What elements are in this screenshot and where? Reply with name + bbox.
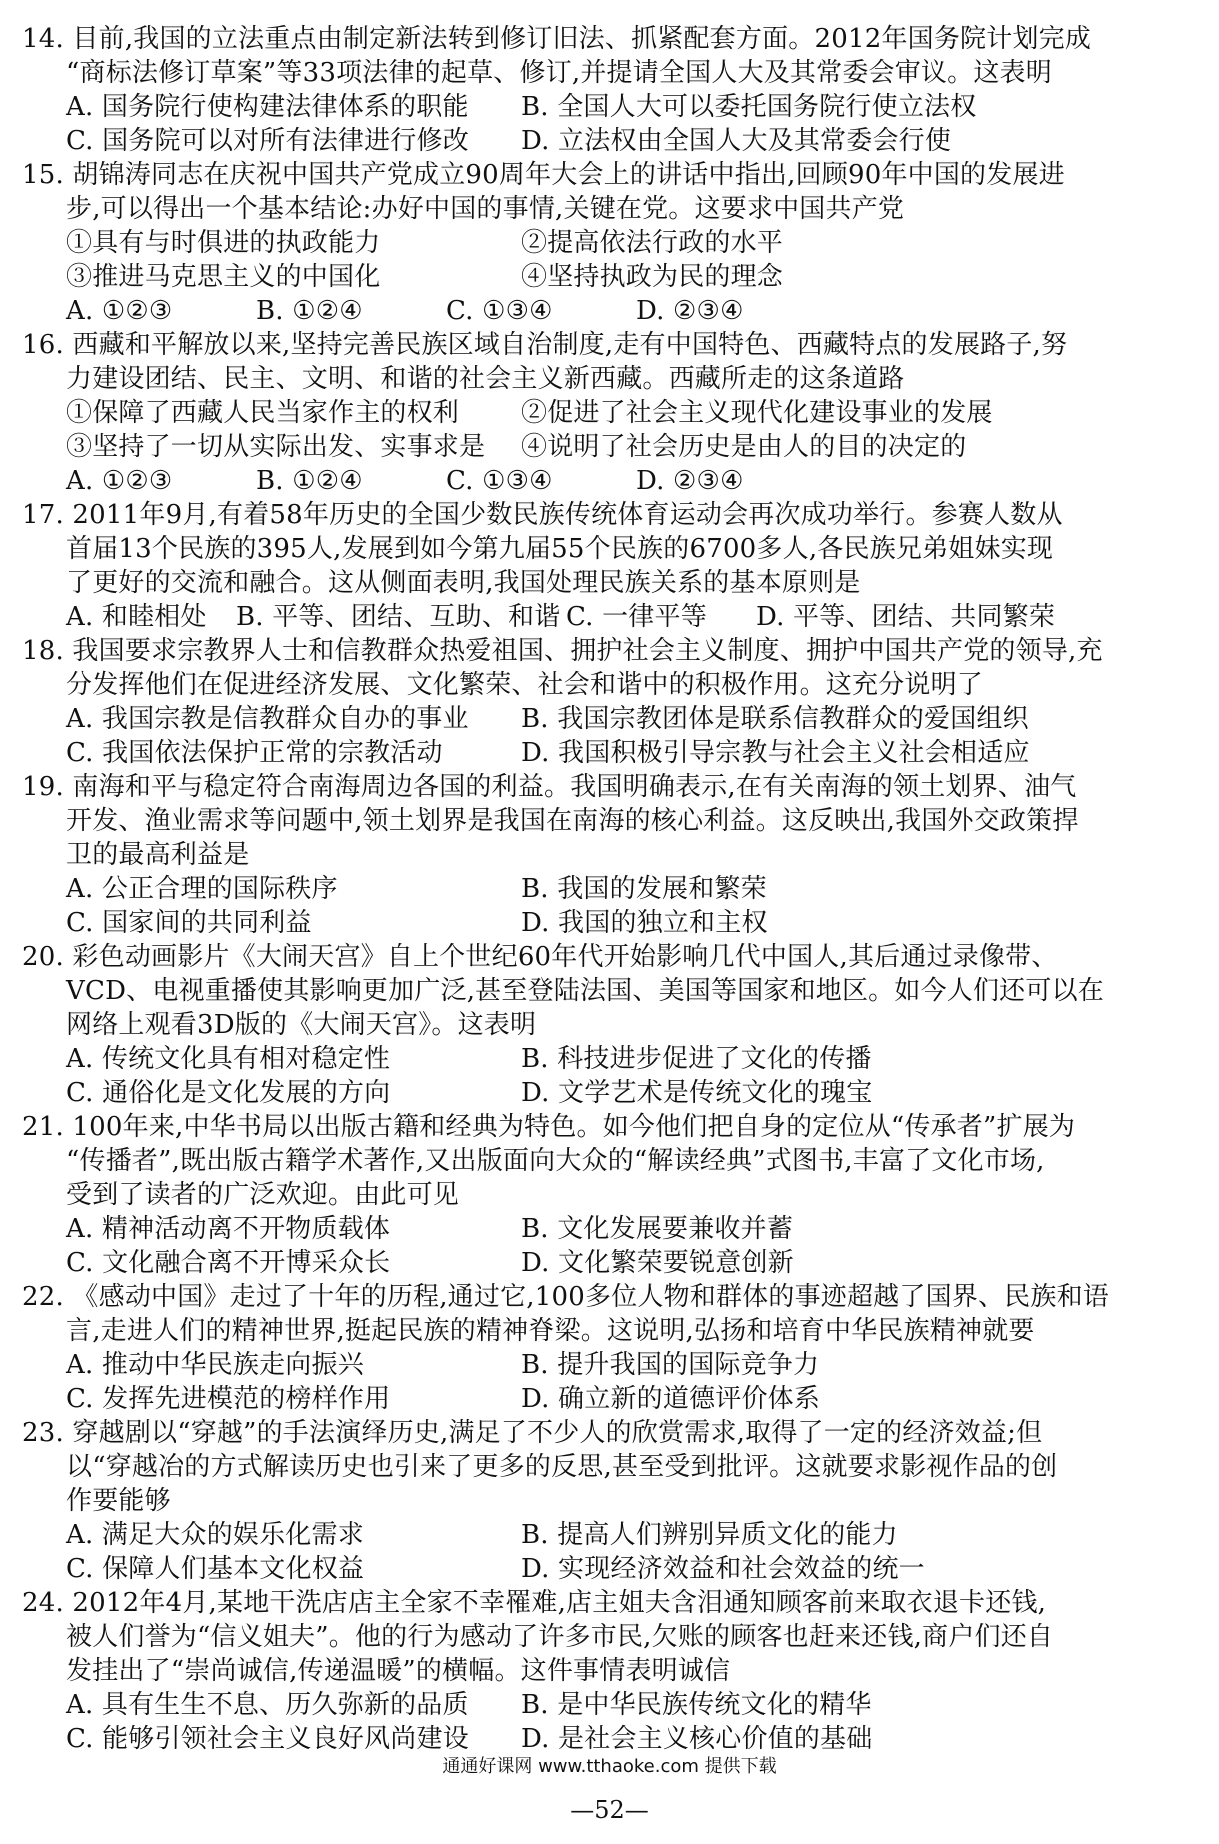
answer-option: ④说明了社会历史是由人的目的决定的 (521, 432, 967, 462)
option-row (22, 1348, 1192, 1382)
answer-option: B. 全国人大可以委托国务院行使立法权 (521, 92, 977, 122)
question-stem-line: 言,走进人们的精神世界,挺起民族的精神脊梁。这说明,弘扬和培育中华民族精神就要 (66, 1316, 1035, 1346)
question-22 (22, 1280, 1192, 1416)
page-number: —52— (570, 1796, 649, 1824)
option-row (22, 1382, 1192, 1416)
option-row (22, 1246, 1192, 1280)
answer-option: A. 传统文化具有相对稳定性 (66, 1044, 391, 1074)
answer-option: A. ①②③ (66, 296, 173, 326)
answer-option: A. 具有生生不息、历久弥新的品质 (66, 1690, 469, 1720)
question-stem-line: 分发挥他们在促进经济发展、文化繁荣、社会和谐中的积极作用。这充分说明了 (66, 670, 984, 700)
answer-option: C. 国家间的共同利益 (66, 908, 312, 938)
option-row (22, 1212, 1192, 1246)
question-18 (22, 634, 1192, 770)
option-row (22, 90, 1192, 124)
answer-option: B. 平等、团结、互助、和谐 (236, 602, 561, 632)
question-stem-line: 21. 100年来,中华书局以出版古籍和经典为特色。如今他们把自身的定位从“传承者”扩展为 (22, 1112, 1076, 1142)
answer-option: D. 平等、团结、共同繁荣 (756, 602, 1056, 632)
answer-option: C. 我国依法保护正常的宗教活动 (66, 738, 443, 768)
answer-option: A. 和睦相处 (66, 602, 207, 632)
option-row (22, 600, 1192, 634)
question-16 (22, 328, 1192, 498)
answer-option: ②提高依法行政的水平 (521, 228, 784, 258)
option-row (22, 906, 1192, 940)
option-row (22, 1552, 1192, 1586)
footer-source-text: 通通好课网 www.tthaoke.com 提供下载 (442, 1756, 777, 1777)
question-stem-line: 网络上观看3D版的《大闹天宫》。这表明 (66, 1010, 537, 1040)
answer-option: ①保障了西藏人民当家作主的权利 (66, 398, 460, 428)
answer-option: C. 一律平等 (566, 602, 707, 632)
option-row (22, 430, 1192, 464)
question-stem-line: 19. 南海和平与稳定符合南海周边各国的利益。我国明确表示,在有关南海的领土划界、油气 (22, 772, 1077, 802)
answer-option: C. 发挥先进模范的榜样作用 (66, 1384, 391, 1414)
question-stem-line: VCD、电视重播使其影响更加广泛,甚至登陆法国、美国等国家和地区。如今人们还可以在 (66, 976, 1104, 1006)
answer-option: A. 国务院行使构建法律体系的职能 (66, 92, 469, 122)
option-row (22, 872, 1192, 906)
answer-option: D. ②③④ (636, 466, 744, 496)
question-stem-line: “传播者”,既出版古籍学术著作,又出版面向大众的“解读经典”式图书,丰富了文化市场, (66, 1146, 1045, 1176)
question-stem-line: 力建设团结、民主、文明、和谐的社会主义新西藏。西藏所走的这条道路 (66, 364, 905, 394)
question-stem-line: 作要能够 (66, 1486, 171, 1516)
answer-option: C. ①③④ (446, 466, 553, 496)
answer-option: D. 确立新的道德评价体系 (521, 1384, 821, 1414)
option-row (22, 124, 1192, 158)
answer-option: C. 保障人们基本文化权益 (66, 1554, 365, 1584)
answer-option: D. 是社会主义核心价值的基础 (521, 1724, 873, 1754)
question-stem-line: 步,可以得出一个基本结论:办好中国的事情,关键在党。这要求中国共产党 (66, 194, 905, 224)
option-row (22, 1042, 1192, 1076)
answer-option: B. 文化发展要兼收并蓄 (521, 1214, 794, 1244)
answer-option: ③坚持了一切从实际出发、实事求是 (66, 432, 486, 462)
answer-option: D. 文化繁荣要锐意创新 (521, 1248, 794, 1278)
question-stem-line: 17. 2011年9月,有着58年历史的全国少数民族传统体育运动会再次成功举行。参赛人数从 (22, 500, 1063, 530)
answer-option: ③推进马克思主义的中国化 (66, 262, 381, 292)
answer-option: ②促进了社会主义现代化建设事业的发展 (521, 398, 993, 428)
answer-option: C. 通俗化是文化发展的方向 (66, 1078, 391, 1108)
question-stem-line: 了更好的交流和融合。这从侧面表明,我国处理民族关系的基本原则是 (66, 568, 861, 598)
option-row (22, 464, 1192, 498)
question-24 (22, 1586, 1192, 1756)
answer-option: D. ②③④ (636, 296, 744, 326)
option-row (22, 1076, 1192, 1110)
question-stem-line: 20. 彩色动画影片《大闹天宫》自上个世纪60年代开始影响几代中国人,其后通过录像带、 (22, 942, 1058, 972)
question-stem-line: 18. 我国要求宗教界人士和信教群众热爱祖国、拥护社会主义制度、拥护中国共产党的领导,充 (22, 636, 1103, 666)
question-19 (22, 770, 1192, 940)
answer-option: C. ①③④ (446, 296, 553, 326)
answer-option: C. 文化融合离不开博采众长 (66, 1248, 391, 1278)
answer-option: ④坚持执政为民的理念 (521, 262, 784, 292)
question-stem-line: 开发、渔业需求等问题中,领土划界是我国在南海的核心利益。这反映出,我国外交政策捍 (66, 806, 1079, 836)
question-stem-line: 15. 胡锦涛同志在庆祝中国共产党成立90周年大会上的讲话中指出,回顾90年中国的发展进 (22, 160, 1065, 190)
option-row (22, 260, 1192, 294)
answer-option: A. ①②③ (66, 466, 173, 496)
question-stem-line: 被人们誉为“信义姐夫”。他的行为感动了许多市民,欠账的顾客也赶来还钱,商户们还自 (66, 1622, 1054, 1652)
question-23 (22, 1416, 1192, 1586)
answer-option: B. 我国宗教团体是联系信教群众的爱国组织 (521, 704, 1029, 734)
answer-option: D. 文学艺术是传统文化的瑰宝 (521, 1078, 873, 1108)
answer-option: B. ①②④ (256, 466, 363, 496)
question-20 (22, 940, 1192, 1110)
option-row (22, 226, 1192, 260)
answer-option: B. 是中华民族传统文化的精华 (521, 1690, 872, 1720)
question-17 (22, 498, 1192, 634)
answer-option: B. 提高人们辨别异质文化的能力 (521, 1520, 898, 1550)
option-row (22, 736, 1192, 770)
answer-option: B. 提升我国的国际竞争力 (521, 1350, 820, 1380)
question-list (22, 22, 1192, 1756)
answer-option: B. 我国的发展和繁荣 (521, 874, 767, 904)
question-stem-line: 以“穿越冶的方式解读历史也引来了更多的反思,甚至受到批评。这就要求影视作品的创 (66, 1452, 1058, 1482)
answer-option: C. 能够引领社会主义良好风尚建设 (66, 1724, 469, 1754)
question-stem-line: 14. 目前,我国的立法重点由制定新法转到修订旧法、抓紧配套方面。2012年国务院计划完成 (22, 24, 1092, 54)
option-row (22, 1518, 1192, 1552)
answer-option: A. 我国宗教是信教群众自办的事业 (66, 704, 469, 734)
option-row (22, 702, 1192, 736)
answer-option: C. 国务院可以对所有法律进行修改 (66, 126, 469, 156)
option-row (22, 396, 1192, 430)
answer-option: D. 我国积极引导宗教与社会主义社会相适应 (521, 738, 1030, 768)
question-stem-line: 受到了读者的广泛欢迎。由此可见 (66, 1180, 460, 1210)
answer-option: D. 我国的独立和主权 (521, 908, 768, 938)
option-row (22, 1722, 1192, 1756)
answer-option: A. 公正合理的国际秩序 (66, 874, 338, 904)
answer-option: A. 精神活动离不开物质载体 (66, 1214, 391, 1244)
option-row (22, 1688, 1192, 1722)
question-stem-line: 24. 2012年4月,某地干洗店店主全家不幸罹难,店主姐夫含泪通知顾客前来取衣退卡还钱, (22, 1588, 1047, 1618)
answer-option: A. 满足大众的娱乐化需求 (66, 1520, 364, 1550)
answer-option: D. 实现经济效益和社会效益的统一 (521, 1554, 925, 1584)
question-21 (22, 1110, 1192, 1280)
answer-option: B. ①②④ (256, 296, 363, 326)
question-stem-line: 首届13个民族的395人,发展到如今第九届55个民族的6700多人,各民族兄弟姐妹实现 (66, 534, 1054, 564)
question-stem-line: “商标法修订草案”等33项法律的起草、修订,并提请全国人大及其常委会审议。这表明 (66, 58, 1052, 88)
question-stem-line: 发挂出了“崇尚诚信,传递温暖”的横幅。这件事情表明诚信 (66, 1656, 731, 1686)
question-14 (22, 22, 1192, 158)
question-stem-line: 卫的最高利益是 (66, 840, 250, 870)
answer-option: B. 科技进步促进了文化的传播 (521, 1044, 872, 1074)
question-stem-line: 16. 西藏和平解放以来,坚持完善民族区域自治制度,走有中国特色、西藏特点的发展路子,努 (22, 330, 1068, 360)
answer-option: ①具有与时俱进的执政能力 (66, 228, 381, 258)
answer-option: A. 推动中华民族走向振兴 (66, 1350, 364, 1380)
question-15 (22, 158, 1192, 328)
question-stem-line: 23. 穿越剧以“穿越”的手法演绎历史,满足了不少人的欣赏需求,取得了一定的经济效益;但 (22, 1418, 1043, 1448)
question-stem-line: 22. 《感动中国》走过了十年的历程,通过它,100多位人物和群体的事迹超越了国界、民族和语 (22, 1282, 1109, 1312)
answer-option: D. 立法权由全国人大及其常委会行使 (521, 126, 952, 156)
option-row (22, 294, 1192, 328)
